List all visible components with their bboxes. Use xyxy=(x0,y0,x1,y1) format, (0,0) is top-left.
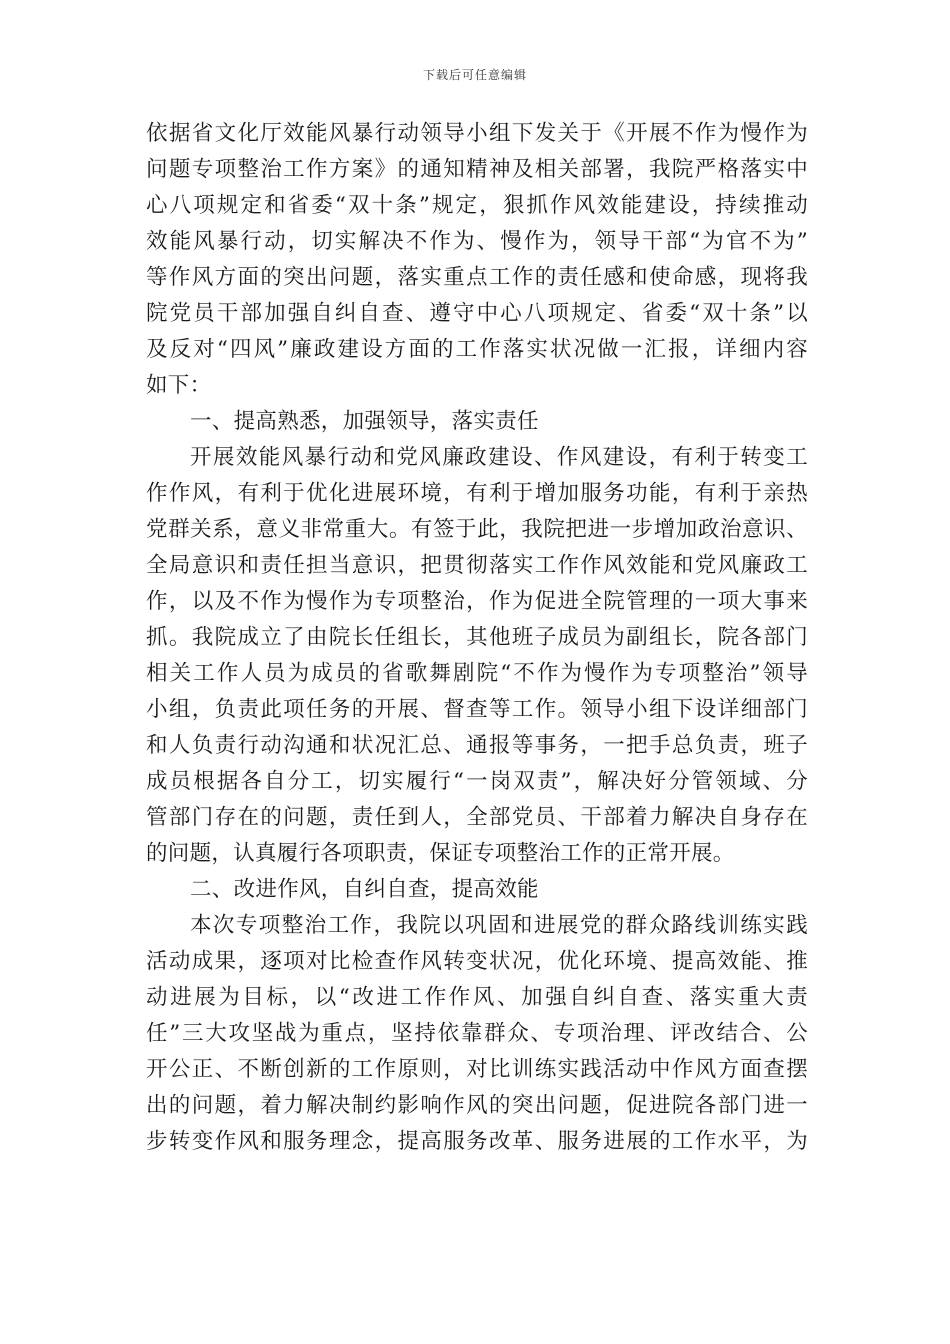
text-line: 管部门存在的问题，责任到人，全部党员、干部着力解决自身存在 xyxy=(146,805,808,830)
text-line: 开公正、不断创新的工作原则，对比训练实践活动中作风方面查摆 xyxy=(146,1057,808,1082)
text-line: 如下： xyxy=(146,373,212,398)
section-heading-1: 一、提高熟悉，加强领导，落实责任 xyxy=(190,409,539,434)
text-line: 小组，负责此项任务的开展、督查等工作。领导小组下设详细部门 xyxy=(146,697,808,722)
text-line: 依据省文化厅效能风暴行动领导小组下发关于《开展不作为慢作为 xyxy=(146,121,808,146)
text-line: 开展效能风暴行动和党风廉政建设、作风建设，有利于转变工 xyxy=(190,445,808,470)
text-line: 全局意识和责任担当意识，把贯彻落实工作作风效能和党风廉政工 xyxy=(146,553,808,578)
text-line: 党群关系，意义非常重大。有签于此，我院把进一步增加政治意识、 xyxy=(146,517,808,542)
text-line: 院党员干部加强自纠自查、遵守中心八项规定、省委“双十条”以 xyxy=(146,301,808,326)
text-line: 和人负责行动沟通和状况汇总、通报等事务，一把手总负责，班子 xyxy=(146,733,808,758)
text-line: 效能风暴行动，切实解决不作为、慢作为，领导干部“为官不为” xyxy=(146,229,808,254)
text-line: 步转变作风和服务理念，提高服务改革、服务进展的工作水平，为 xyxy=(146,1129,808,1154)
page-header: 下载后可任意编辑 xyxy=(422,68,527,82)
text-line: 动进展为目标，以“改进工作作风、加强自纠自查、落实重大责 xyxy=(146,985,808,1010)
text-line: 的问题，认真履行各项职责，保证专项整治工作的正常开展。 xyxy=(146,841,735,866)
text-line: 及反对“四风”廉政建设方面的工作落实状况做一汇报，详细内容 xyxy=(146,337,808,362)
text-line: 抓。我院成立了由院长任组长，其他班子成员为副组长，院各部门 xyxy=(146,625,808,650)
text-line: 问题专项整治工作方案》的通知精神及相关部署，我院严格落实中 xyxy=(146,157,808,182)
text-line: 本次专项整治工作，我院以巩固和进展党的群众路线训练实践 xyxy=(190,913,808,938)
text-line: 心八项规定和省委“双十条”规定，狠抓作风效能建设，持续推动 xyxy=(146,193,808,218)
text-line: 相关工作人员为成员的省歌舞剧院“不作为慢作为专项整治”领导 xyxy=(146,661,808,686)
text-line: 任”三大攻坚战为重点，坚持依靠群众、专项治理、评改结合、公 xyxy=(146,1021,808,1046)
text-line: 等作风方面的突出问题，落实重点工作的责任感和使命感，现将我 xyxy=(146,265,808,290)
text-line: 成员根据各自分工，切实履行“一岗双责”，解决好分管领域、分 xyxy=(146,769,808,794)
section-heading-2: 二、改进作风，自纠自查，提高效能 xyxy=(190,877,539,902)
text-line: 作，以及不作为慢作为专项整治，作为促进全院管理的一项大事来 xyxy=(146,589,808,614)
text-line: 出的问题，着力解决制约影响作风的突出问题，促进院各部门进一 xyxy=(146,1093,808,1118)
text-line: 作作风，有利于优化进展环境，有利于增加服务功能，有利于亲热 xyxy=(146,481,808,506)
document-body xyxy=(146,116,808,1160)
text-line: 活动成果，逐项对比检查作风转变状况，优化环境、提高效能、推 xyxy=(146,949,808,974)
